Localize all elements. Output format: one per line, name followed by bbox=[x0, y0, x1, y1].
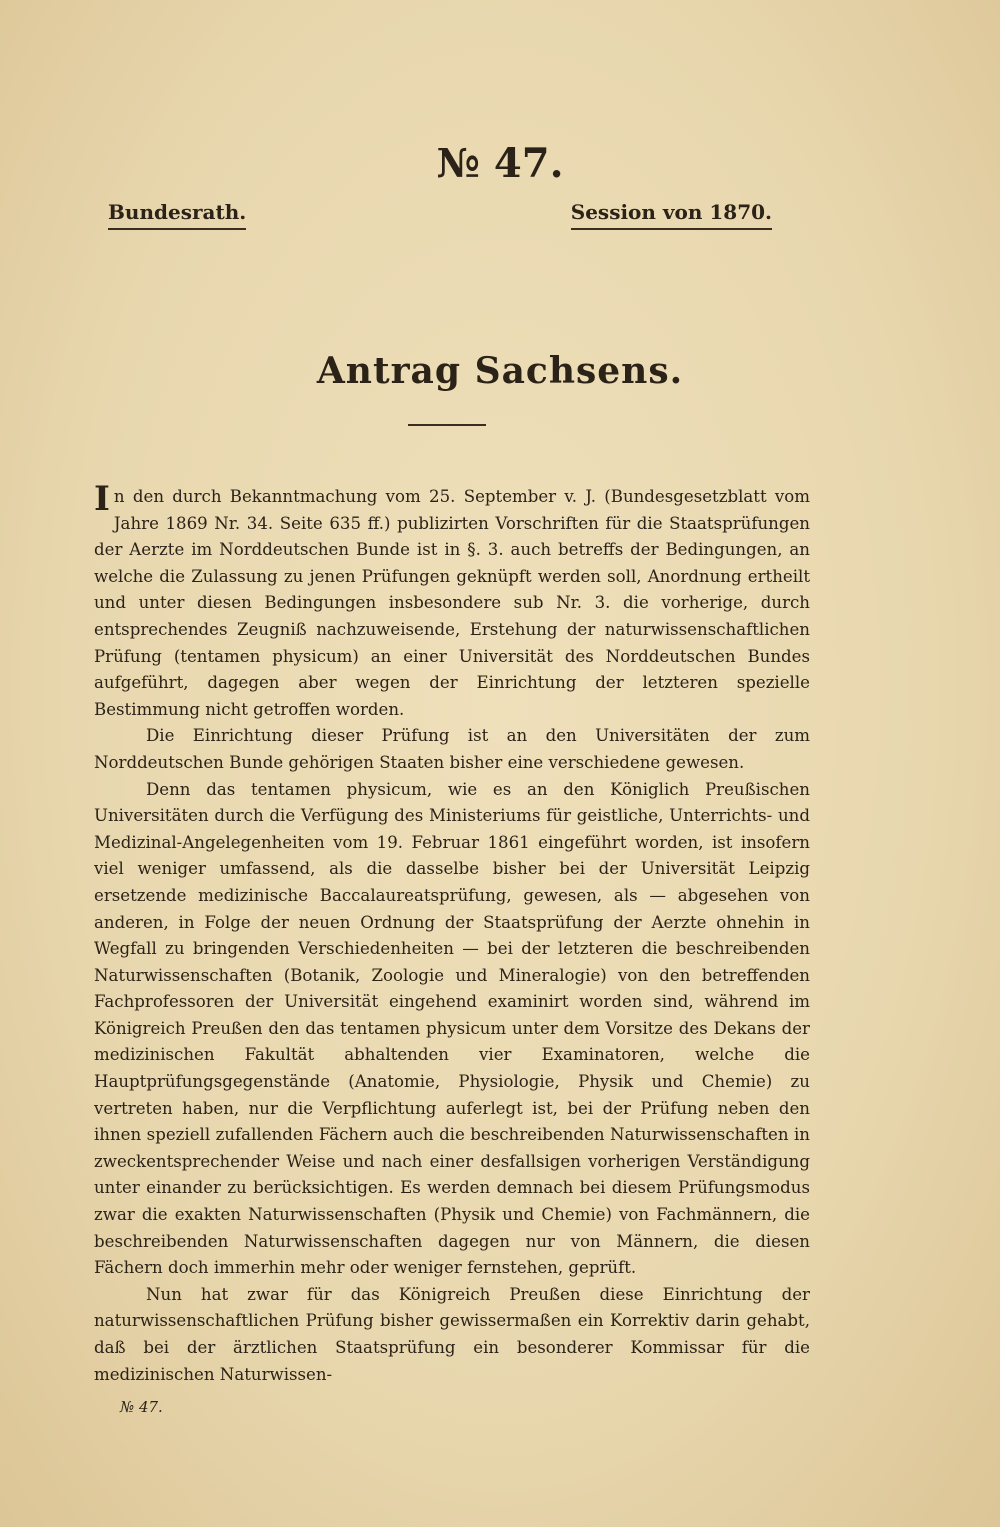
paragraph-4: Nun hat zwar für das Königreich Preußen diese Einrichtung der naturwissenschaftlichen Prüfung bisher gewissermaßen ein Korrektiv darin gehabt, daß bei der ärztlichen Staatsprüfung ein besonderer Kommissar für die medizinischen Naturwissen- bbox=[94, 1284, 810, 1384]
paragraph-1: In den durch Bekanntmachung vom 25. September v. J. (Bundesgesetzblatt vom Jahre 1869 Nr. 34. Seite 635 ff.) publizirten Vorschriften für die Staatsprüfungen der Aerzte im Norddeutschen Bunde ist in §. 3. auch betreffs der Bedingungen, an welche die Zulassung zu jenen Prüfungen geknüpft werden soll, Anordnung ertheilt und unter diesen Bedingungen insbesondere sub Nr. 3. die vorherige, durch entsprechendes Zeugniß nachzuweisende, Erstehung der naturwissenschaftlichen Prüfung (tentamen physicum) an einer Universität des Norddeutschen Bundes aufgeführt, dagegen aber wegen der Einrichtung der letzteren spezielle Bestimmung nicht getroffen worden. bbox=[94, 479, 810, 719]
footer-document-number: № 47. bbox=[120, 1398, 163, 1416]
document-number: № 47. bbox=[436, 140, 564, 187]
body-text bbox=[94, 479, 810, 1388]
header-session: Session von 1870. bbox=[571, 200, 772, 230]
paragraph-2: Die Einrichtung dieser Prüfung ist an den Universitäten der zum Norddeutschen Bunde gehörigen Staaten bisher eine verschiedene gewesen. bbox=[94, 726, 810, 772]
title-divider bbox=[408, 424, 486, 426]
document-title: Antrag Sachsens. bbox=[316, 350, 684, 392]
header-institution: Bundesrath. bbox=[108, 200, 246, 230]
paragraph-3: Denn das tentamen physicum, wie es an den Königlich Preußischen Universitäten durch die Verfügung des Ministeriums für geistliche, Unterrichts- und Medizinal-Angelegenheiten vom 19. Februar 1861 eingeführt worden, ist insofern viel weniger umfassend, als die dasselbe bisher bei der Universität Leipzig ersetzende medizinische Baccalaureatsprüfung, gewesen, als — abgesehen von anderen, in Folge der neuen Ordnung der Staatsprüfung der Aerzte ohnehin in Wegfall zu bringenden Verschiedenheiten — bei der letzteren die beschreibenden Naturwissenschaften (Botanik, Zoologie und Mineralogie) von den betreffenden Fachprofessoren der Universität eingehend examinirt worden sind, während im Königreich Preußen den das tentamen physicum unter dem Vorsitze des Dekans der medizinischen Fakultät abhaltenden vier Examinatoren, welche die Hauptprüfungsgegenstände (Anatomie, Physiologie, Physik und Chemie) zu vertreten haben, nur die Verpflichtung auferlegt ist, bei der Prüfung neben den ihnen speziell zufallenden Fächern auch die beschreibenden Naturwissenschaften in zweckentsprechender Weise und nach einer desfallsigen vorherigen Verständigung unter einander zu berücksichtigen. Es werden demnach bei diesem Prüfungsmodus zwar die exakten Naturwissenschaften (Physik und Chemie) von Fachmännern, die beschreibenden Naturwissenschaften dagegen nur von Männern, die diesen Fächern doch immerhin mehr oder weniger fernstehen, geprüft. bbox=[94, 779, 810, 1278]
